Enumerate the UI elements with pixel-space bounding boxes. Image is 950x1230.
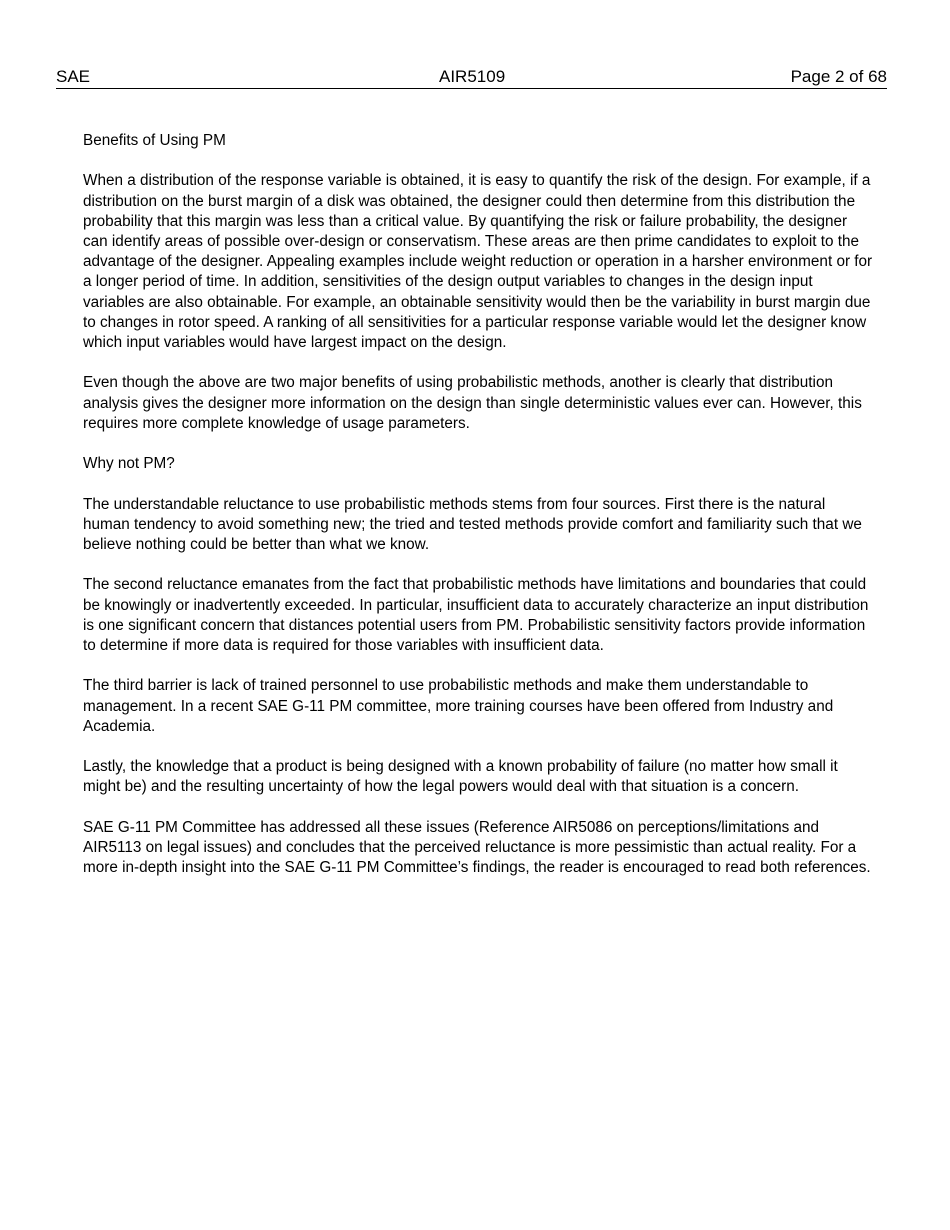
paragraph-why-not-1: The understandable reluctance to use probabilistic methods stems from four sources. First there is the natural human tendency to avoid something new; the tried and tested methods provide comfort and familiarity such that we believe nothing could be better than what we know.: [83, 495, 862, 553]
paragraph-why-not-3: The third barrier is lack of trained personnel to use probabilistic methods and make them understandable to management. In a recent SAE G-11 PM committee, more training courses have been offered from Industry and Academia.: [83, 677, 834, 735]
header-doc-id: AIR5109: [439, 67, 506, 86]
section-heading-benefits: Benefits of Using PM: [83, 132, 226, 149]
header-page-number: Page 2 of 68: [790, 67, 887, 86]
paragraph-why-not-5: SAE G-11 PM Committee has addressed all these issues (Reference AIR5086 on perceptions/limitations and AIR5113 on legal issues) and concludes that the perceived reluctance is more pessimistic than actual reality. For a more in-depth insight into the SAE G-11 PM Committee’s findings, the reader is encouraged to read both references.: [83, 818, 871, 877]
page-header: [56, 67, 887, 89]
section-heading-why-not: Why not PM?: [83, 455, 175, 473]
paragraph-benefits-2: Even though the above are two major benefits of using probabilistic methods, another is clearly that distribution analysis gives the designer more information on the design than single deterministic values ever can. However, this requires more complete knowledge of usage parameters.: [83, 374, 862, 432]
paragraph-why-not-4: Lastly, the knowledge that a product is being designed with a known probability of failure (no matter how small it might be) and the resulting uncertainty of how the legal powers would deal with that situation is a concern.: [83, 758, 838, 796]
paragraph-benefits-1: When a distribution of the response variable is obtained, it is easy to quantify the risk of the design. For example, if a distribution on the burst margin of a disk was obtained, the designer could then determine from this distribution the probability that this margin was less than a critical value. By quantifying the risk or failure probability, the designer can identify areas of possible over-design or conservatism. These areas are then prime candidates to exploit to the advantage of the designer. Appealing examples include weight reduction or operation in a harsher environment or for a longer period of time. In addition, sensitivities of the design output variables to changes in the design input variables are also obtainable. For example, an obtainable sensitivity would then be the variability in burst margin due to changes in rotor speed. A ranking of all sensitivities for a particular response variable would let the designer know which input variables would have largest impact on the design.: [83, 172, 873, 352]
document-body: [83, 131, 873, 899]
header-org: SAE: [56, 67, 91, 86]
paragraph-why-not-2: The second reluctance emanates from the fact that probabilistic methods have limitations and boundaries that could be knowingly or inadvertently exceeded. In particular, insufficient data to accurately characterize an input distribution is one significant concern that distances potential users from PM. Probabilistic sensitivity factors provide information to determine if more data is required for those variables with insufficient data.: [83, 576, 869, 654]
